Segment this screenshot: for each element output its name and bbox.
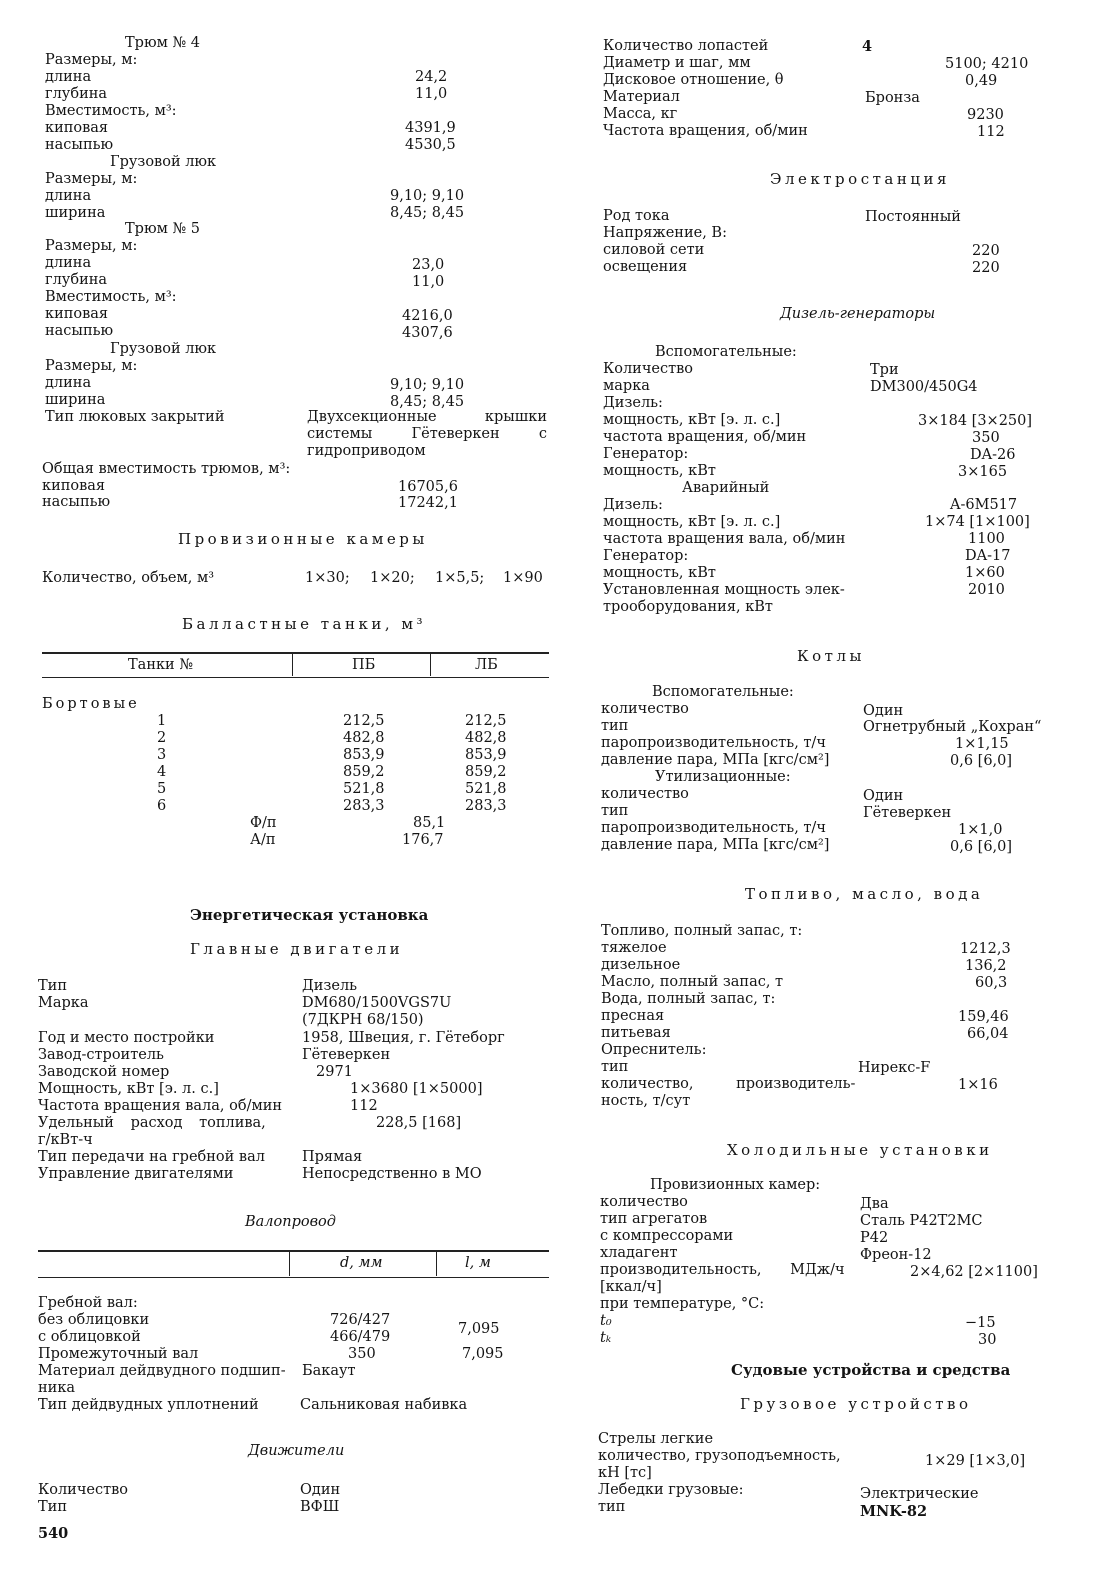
provision-value: 1×30; bbox=[305, 570, 350, 586]
row-value: 112 bbox=[977, 124, 1005, 140]
row-label: при температуре, °С: bbox=[600, 1296, 765, 1312]
row-value: Один bbox=[863, 703, 904, 719]
util-subtitle: Утилизационные: bbox=[655, 769, 791, 785]
row-value: 1212,3 bbox=[960, 941, 1011, 957]
main-engines-title: Главные двигатели bbox=[190, 940, 404, 958]
row-value: 60,3 bbox=[975, 975, 1008, 991]
shaft-d: 726/427 bbox=[330, 1312, 391, 1328]
row-label: количество, производитель- bbox=[601, 1076, 856, 1092]
aux-subtitle: Вспомогательные: bbox=[655, 344, 797, 360]
row-label: Тип дейдвудных уплотнений bbox=[38, 1397, 259, 1413]
row-value: 4216,0 bbox=[402, 308, 453, 324]
row-value: 228,5 [168] bbox=[376, 1115, 462, 1131]
row-label: Год и место постройки bbox=[38, 1030, 215, 1046]
fuel-title: Топливо, масло, вода bbox=[745, 885, 984, 903]
row-value: 350 bbox=[972, 430, 1000, 446]
row-label: тип bbox=[601, 718, 629, 734]
row-value: Прямая bbox=[302, 1149, 363, 1165]
table-col-divider bbox=[292, 654, 293, 676]
row-label: Размеры, м: bbox=[45, 171, 138, 187]
row-value: 1100 bbox=[968, 531, 1005, 547]
emergency-subtitle: Аварийный bbox=[682, 480, 770, 496]
aft-peak-label: А/п bbox=[250, 832, 276, 848]
tank-number: 1 bbox=[157, 713, 167, 729]
row-value: Непосредственно в МО bbox=[302, 1166, 482, 1182]
tank-number: 3 bbox=[157, 747, 167, 763]
shaft-d: Бакаут bbox=[302, 1363, 356, 1379]
row-value: 4391,9 bbox=[405, 120, 456, 136]
row-value: Бронза bbox=[865, 90, 920, 106]
aft-peak-value: 176,7 bbox=[402, 832, 444, 848]
row-label: Промежуточный вал bbox=[38, 1346, 199, 1362]
row-label: ширина bbox=[45, 205, 106, 221]
row-label: Удельный расход топлива, bbox=[38, 1115, 266, 1131]
row-label: мощность, кВт [э. л. с.] bbox=[603, 514, 781, 530]
aux-subtitle: Вспомогательные: bbox=[652, 684, 794, 700]
table-col-divider bbox=[430, 654, 431, 676]
row-label: количество bbox=[601, 786, 689, 802]
hatch-covers-value: Двухсекционные крышки системы Гётеверкен с гидроприводом bbox=[307, 409, 547, 459]
shaft-d: Сальниковая набивка bbox=[300, 1397, 468, 1413]
row-label: Материал дейдвудного подшип- bbox=[38, 1363, 286, 1379]
row-value: 5100; 4210 bbox=[945, 56, 1029, 72]
row-label: с облицовкой bbox=[38, 1329, 141, 1345]
tank-lb: 212,5 bbox=[465, 713, 507, 729]
row-value: 4 bbox=[862, 38, 873, 55]
row-label: мощность, кВт bbox=[603, 463, 716, 479]
row-label: Дизель: bbox=[603, 497, 663, 513]
table-rule bbox=[42, 677, 549, 678]
row-value: 11,0 bbox=[415, 86, 448, 102]
row-label: кН [тс] bbox=[598, 1465, 652, 1481]
row-value: 16705,6 bbox=[398, 479, 458, 495]
provision-value: 1×20; bbox=[370, 570, 415, 586]
row-value: Гётеверкен bbox=[863, 805, 952, 821]
row-value: 30 bbox=[978, 1332, 997, 1348]
row-value: 0,6 [6,0] bbox=[950, 753, 1013, 769]
row-value: 220 bbox=[972, 243, 1000, 259]
table-header: d, мм bbox=[340, 1255, 383, 1271]
row-value: Постоянный bbox=[865, 209, 961, 225]
row-value: 0,6 [6,0] bbox=[950, 839, 1013, 855]
table-header: Танки № bbox=[128, 657, 194, 673]
row-value: (7ДКРН 68/150) bbox=[302, 1012, 424, 1028]
row-label: Топливо, полный запас, т: bbox=[601, 923, 803, 939]
row-label: Размеры, м: bbox=[45, 358, 138, 374]
boilers-title: Котлы bbox=[797, 647, 865, 665]
row-value: 136,2 bbox=[965, 958, 1007, 974]
row-value: 1×60 bbox=[965, 565, 1005, 581]
row-label: глубина bbox=[45, 86, 108, 102]
row-value: 112 bbox=[350, 1098, 378, 1114]
row-label: глубина bbox=[45, 272, 108, 288]
shaft-d: 350 bbox=[348, 1346, 376, 1362]
row-label: частота вращения вала, об/мин bbox=[603, 531, 846, 547]
table-rule bbox=[38, 1277, 549, 1278]
row-label: tₖ bbox=[600, 1330, 612, 1346]
row-label: давление пара, МПа [кгс/см²] bbox=[601, 752, 830, 768]
row-label: без облицовки bbox=[38, 1312, 150, 1328]
row-label: насыпью bbox=[45, 323, 114, 339]
row-value: 2010 bbox=[968, 582, 1005, 598]
row-label: Количество bbox=[603, 361, 694, 377]
hold4-hatch-title: Грузовой люк bbox=[110, 154, 217, 170]
row-label: Вода, полный запас, т: bbox=[601, 991, 776, 1007]
row-label: Дисковое отношение, θ bbox=[603, 72, 784, 88]
row-label: Напряжение, В: bbox=[603, 225, 727, 241]
row-label: Установленная мощность элек- bbox=[603, 582, 845, 598]
row-label: Род тока bbox=[603, 208, 670, 224]
row-label: киповая bbox=[45, 306, 109, 322]
row-label: пресная bbox=[601, 1008, 665, 1024]
cargo-gear-title: Грузовое устройство bbox=[740, 1395, 972, 1413]
row-label: Управление двигателями bbox=[38, 1166, 234, 1182]
row-label: тип bbox=[601, 1059, 629, 1075]
row-label: Дизель: bbox=[603, 395, 663, 411]
power-station-title: Электростанция bbox=[770, 170, 950, 188]
row-value: Один bbox=[300, 1482, 341, 1498]
row-value: Гётеверкен bbox=[302, 1047, 391, 1063]
shaft-l: 7,095 bbox=[462, 1346, 504, 1362]
row-label: киповая bbox=[42, 478, 106, 494]
ship-devices-title: Судовые устройства и средства bbox=[731, 1361, 1011, 1379]
row-label: силовой сети bbox=[603, 242, 705, 258]
row-value: 220 bbox=[972, 260, 1000, 276]
row-label: освещения bbox=[603, 259, 688, 275]
row-label: г/кВт-ч bbox=[38, 1132, 93, 1148]
ballast-group: Бортовые bbox=[42, 696, 140, 712]
tank-number: 5 bbox=[157, 781, 167, 797]
row-label: Материал bbox=[603, 89, 680, 105]
row-label: ника bbox=[38, 1380, 76, 1396]
refrigeration-title: Холодильные установки bbox=[727, 1141, 993, 1159]
row-label: трооборудования, кВт bbox=[603, 599, 773, 615]
row-value: 24,2 bbox=[415, 69, 448, 85]
diesel-generators-title: Дизель-генераторы bbox=[780, 306, 936, 322]
row-label: производительность, МДж/ч bbox=[600, 1262, 845, 1278]
row-label: паропроизводительность, т/ч bbox=[601, 820, 826, 836]
tank-lb: 853,9 bbox=[465, 747, 507, 763]
row-label: с компрессорами bbox=[600, 1228, 734, 1244]
row-label: Опреснитель: bbox=[601, 1042, 707, 1058]
ballast-title: Балластные танки, м³ bbox=[182, 615, 427, 633]
row-value: Сталь P42T2MC bbox=[860, 1213, 983, 1229]
row-label: частота вращения, об/мин bbox=[603, 429, 807, 445]
tank-number: 4 bbox=[157, 764, 167, 780]
row-value: Нирекс-F bbox=[858, 1060, 931, 1076]
row-value: 0,49 bbox=[965, 73, 998, 89]
row-label: Вместимость, м³: bbox=[45, 103, 177, 119]
row-label: киповая bbox=[45, 120, 109, 136]
row-label: Тип bbox=[38, 1499, 67, 1515]
row-label: Стрелы легкие bbox=[598, 1431, 714, 1447]
tank-number: 6 bbox=[157, 798, 167, 814]
row-label: насыпью bbox=[42, 494, 111, 510]
row-label: Частота вращения вала, об/мин bbox=[38, 1098, 283, 1114]
row-value: 1958, Швеция, г. Гётеборг bbox=[302, 1030, 505, 1046]
table-col-divider bbox=[289, 1252, 290, 1276]
row-label: давление пара, МПа [кгс/см²] bbox=[601, 837, 830, 853]
tank-pb: 521,8 bbox=[343, 781, 385, 797]
row-value: 9,10; 9,10 bbox=[390, 188, 465, 204]
row-value: 8,45; 8,45 bbox=[390, 394, 465, 410]
row-value: DM680/1500VGS7U bbox=[302, 995, 452, 1011]
shaft-d: 466/479 bbox=[330, 1329, 391, 1345]
row-label: t₀ bbox=[600, 1313, 612, 1329]
row-label: длина bbox=[45, 188, 92, 204]
row-value: 11,0 bbox=[412, 274, 445, 290]
table-col-divider bbox=[436, 1252, 437, 1276]
row-value: Два bbox=[860, 1196, 889, 1212]
power-plant-title: Энергетическая установка bbox=[190, 906, 429, 924]
fore-peak-value: 85,1 bbox=[413, 815, 446, 831]
row-value: 2971 bbox=[316, 1064, 353, 1080]
row-label: ширина bbox=[45, 392, 106, 408]
row-label: Масло, полный запас, т bbox=[601, 974, 784, 990]
table-header: ЛБ bbox=[475, 657, 498, 673]
row-label: паропроизводительность, т/ч bbox=[601, 735, 826, 751]
propulsors-title: Движители bbox=[248, 1443, 345, 1459]
row-value: 1×3680 [1×5000] bbox=[350, 1081, 483, 1097]
hold5-title: Трюм № 5 bbox=[125, 221, 201, 237]
row-value: A-6M517 bbox=[950, 497, 1018, 513]
tank-number: 2 bbox=[157, 730, 167, 746]
row-value: DM300/450G4 bbox=[870, 379, 978, 395]
row-label: Размеры, м: bbox=[45, 52, 138, 68]
row-value: 4307,6 bbox=[402, 325, 453, 341]
provision-value: 1×5,5; bbox=[435, 570, 485, 586]
tank-pb: 283,3 bbox=[343, 798, 385, 814]
row-label: [ккал/ч] bbox=[600, 1279, 662, 1295]
row-label: Тип передачи на гребной вал bbox=[38, 1149, 265, 1165]
row-label: насыпью bbox=[45, 137, 114, 153]
tank-pb: 212,5 bbox=[343, 713, 385, 729]
row-label: тип агрегатов bbox=[600, 1211, 708, 1227]
provision-label: Количество, объем, м³ bbox=[42, 570, 215, 586]
page-number: 540 bbox=[38, 1525, 69, 1542]
row-value: 9,10; 9,10 bbox=[390, 377, 465, 393]
row-label: дизельное bbox=[601, 957, 681, 973]
row-value: ВФШ bbox=[300, 1499, 340, 1515]
row-value: 4530,5 bbox=[405, 137, 456, 153]
row-label: Генератор: bbox=[603, 446, 689, 462]
row-value: 23,0 bbox=[412, 257, 445, 273]
row-label: Диаметр и шаг, мм bbox=[603, 55, 751, 71]
row-value: 3×184 [3×250] bbox=[918, 413, 1033, 429]
row-label: хладагент bbox=[600, 1245, 678, 1261]
row-value: 1×1,15 bbox=[955, 736, 1009, 752]
row-value: 159,46 bbox=[958, 1009, 1009, 1025]
row-value: DA-26 bbox=[970, 447, 1016, 463]
row-label: длина bbox=[45, 69, 92, 85]
row-label: тяжелое bbox=[601, 940, 667, 956]
row-label: Гребной вал: bbox=[38, 1295, 138, 1311]
row-value: DA-17 bbox=[965, 548, 1011, 564]
tank-lb: 859,2 bbox=[465, 764, 507, 780]
row-value: 2×4,62 [2×1100] bbox=[910, 1264, 1038, 1280]
row-label: питьевая bbox=[601, 1025, 671, 1041]
row-value: Дизель bbox=[302, 978, 358, 994]
row-value: Электрические bbox=[860, 1486, 979, 1502]
row-label: марка bbox=[603, 378, 650, 394]
row-label: тип bbox=[598, 1499, 626, 1515]
row-value: 1×29 [1×3,0] bbox=[925, 1453, 1026, 1469]
shafting-title: Валопровод bbox=[245, 1214, 336, 1230]
row-label: мощность, кВт bbox=[603, 565, 716, 581]
row-value: 1×1,0 bbox=[958, 822, 1003, 838]
row-label: количество bbox=[601, 701, 689, 717]
row-label: длина bbox=[45, 255, 92, 271]
provision-value: 1×90 bbox=[503, 570, 543, 586]
row-label: Марка bbox=[38, 995, 89, 1011]
row-label: Тип bbox=[38, 978, 67, 994]
fore-peak-label: Ф/п bbox=[250, 815, 277, 831]
row-label: Генератор: bbox=[603, 548, 689, 564]
row-label: тип bbox=[601, 803, 629, 819]
row-value: MNK-82 bbox=[860, 1503, 928, 1520]
row-label: длина bbox=[45, 375, 92, 391]
row-label: мощность, кВт [э. л. с.] bbox=[603, 412, 781, 428]
row-label: количество bbox=[600, 1194, 688, 1210]
row-value: 1×74 [1×100] bbox=[925, 514, 1030, 530]
table-header: ПБ bbox=[352, 657, 376, 673]
row-value: Один bbox=[863, 788, 904, 804]
row-value: 8,45; 8,45 bbox=[390, 205, 465, 221]
total-capacity-label: Общая вместимость трюмов, м³: bbox=[42, 461, 291, 477]
hold4-title: Трюм № 4 bbox=[125, 35, 201, 51]
table-header: l, м bbox=[465, 1255, 491, 1271]
row-value: −15 bbox=[965, 1315, 996, 1331]
hatch-covers-label: Тип люковых закрытий bbox=[45, 409, 225, 425]
row-value: 9230 bbox=[967, 107, 1004, 123]
row-value: Три bbox=[870, 362, 899, 378]
shaft-l-merged: 7,095 bbox=[458, 1321, 500, 1337]
row-label: Размеры, м: bbox=[45, 238, 138, 254]
row-value: 1×16 bbox=[958, 1077, 998, 1093]
tank-pb: 482,8 bbox=[343, 730, 385, 746]
hold5-hatch-title: Грузовой люк bbox=[110, 341, 217, 357]
row-label: Вместимость, м³: bbox=[45, 289, 177, 305]
table-rule bbox=[42, 652, 549, 654]
tank-lb: 521,8 bbox=[465, 781, 507, 797]
table-rule bbox=[38, 1250, 549, 1252]
tank-pb: 859,2 bbox=[343, 764, 385, 780]
tank-lb: 482,8 bbox=[465, 730, 507, 746]
row-label: Заводской номер bbox=[38, 1064, 170, 1080]
row-value: P42 bbox=[860, 1230, 889, 1246]
row-value: Фреон-12 bbox=[860, 1247, 932, 1263]
row-label: Мощность, кВт [э. л. с.] bbox=[38, 1081, 219, 1097]
row-label: Масса, кг bbox=[603, 106, 678, 122]
row-label: количество, грузоподъемность, bbox=[598, 1448, 841, 1464]
row-label: Лебедки грузовые: bbox=[598, 1482, 744, 1498]
refrigeration-subtitle: Провизионных камер: bbox=[650, 1177, 821, 1193]
tank-lb: 283,3 bbox=[465, 798, 507, 814]
tank-pb: 853,9 bbox=[343, 747, 385, 763]
row-label: Количество bbox=[38, 1482, 129, 1498]
row-value: 66,04 bbox=[967, 1026, 1009, 1042]
row-label: Частота вращения, об/мин bbox=[603, 123, 808, 139]
row-value: 3×165 bbox=[958, 464, 1008, 480]
provision-title: Провизионные камеры bbox=[178, 530, 428, 548]
row-label: ность, т/сут bbox=[601, 1093, 691, 1109]
row-label: Количество лопастей bbox=[603, 38, 769, 54]
row-label: Завод-строитель bbox=[38, 1047, 164, 1063]
row-value: 17242,1 bbox=[398, 495, 458, 511]
row-value: Огнетрубный „Кохран“ bbox=[863, 719, 1042, 735]
